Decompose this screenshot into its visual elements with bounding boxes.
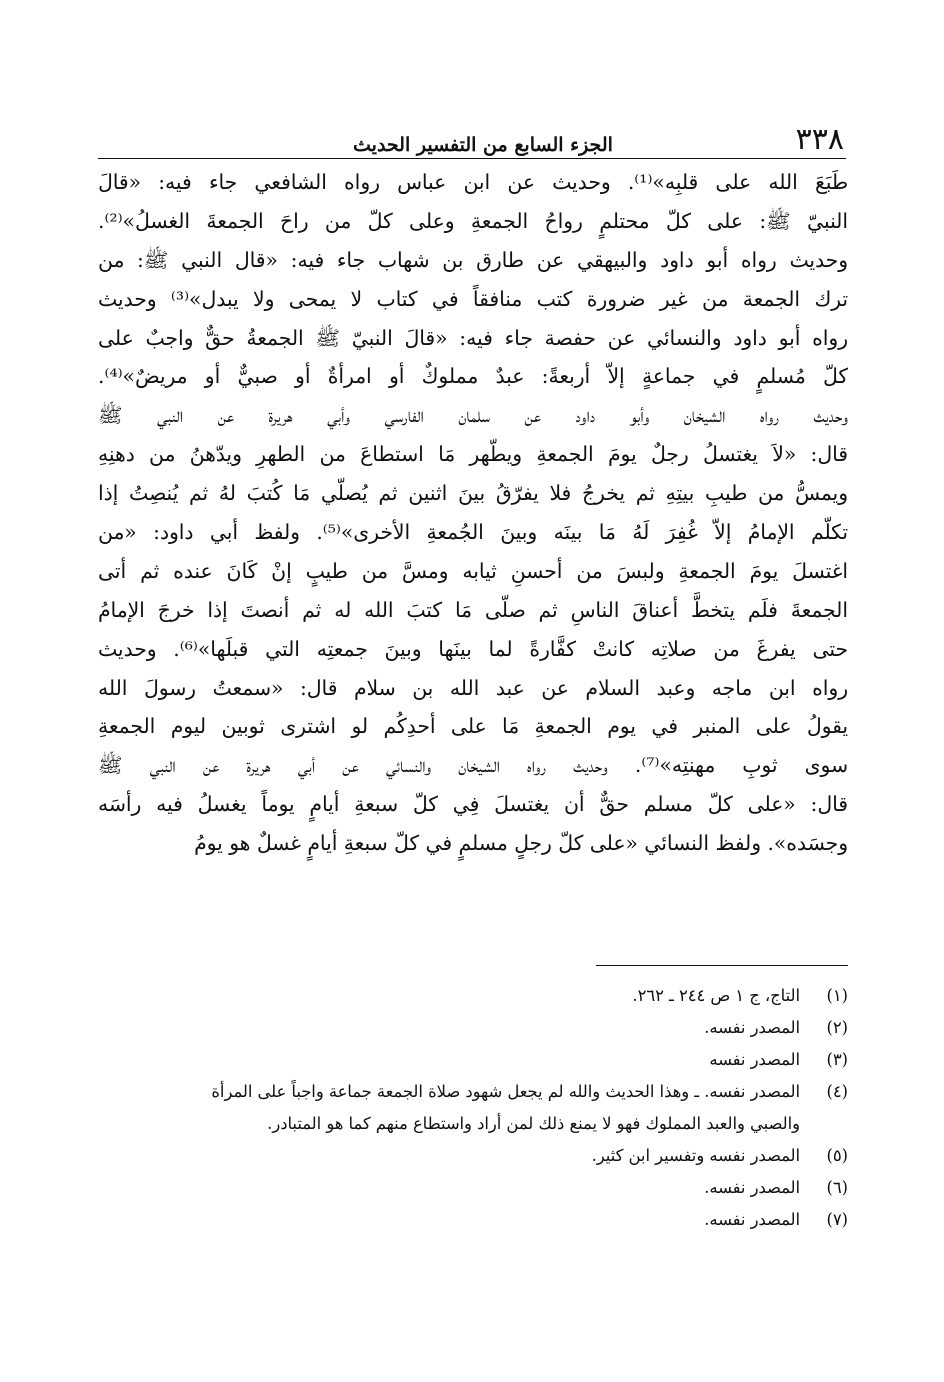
body-line: يقولُ على المنبر في يوم الجمعةِ مَا على أحدِكُم لو اشترى ثوبين ليوم الجمعةِ <box>98 714 848 739</box>
footnote-text-line: المصدر نفسه. ـ وهذا الحديث والله لم يجعل شهود صلاة الجمعة جماعة واجباً على المرأة <box>211 1082 800 1101</box>
body-line: كلّ مُسلمٍ في جماعةٍ إلاّ أربعةً: عبدٌ مملوكٌ أو امرأةٌ أو صبيٌّ أو مريضٌ»⁽⁴⁾. <box>98 364 848 389</box>
body-line: وحديث رواه أبو داود والبيهقي عن طارق بن شهاب جاء فيه: «قال النبي ﷺ: من <box>98 247 848 272</box>
footnote-item <box>98 1172 848 1204</box>
body-line: وجسَده». ولفظ النسائي «على كلّ رجلٍ مسلمٍ في كلّ سبعةِ أيامٍ غسلٌ هو يومُ <box>194 831 848 856</box>
footnote-text: المصدر نفسه. <box>704 1210 800 1229</box>
body-line: ترك الجمعة من غير ضرورة كتب منافقاً في كتاب لا يمحى ولا يبدل»⁽³⁾ وحديث <box>98 286 848 311</box>
footnote-text: المصدر نفسه. <box>704 1018 800 1037</box>
body-line: سوى ثوبِ مهنتِه»⁽⁷⁾. وحديث رواه الشيخان والنسائي عن أبي هريرة عن النبي ﷺ <box>98 753 848 778</box>
running-title: الجزء السابع من التفسير الحديث <box>353 134 613 156</box>
footnote-item <box>98 1044 848 1076</box>
footnote-text-line: والصبي والعبد المملوك فهو لا يمنع ذلك لمن أراد واستطاع منهم كما هو المتبادر. <box>267 1114 800 1133</box>
body-line: طَبَعَ الله على قلبِه»⁽¹⁾. وحديث عن ابن عباس رواه الشافعي جاء فيه: «قالَ <box>98 170 848 194</box>
footnote-item <box>98 1140 848 1172</box>
footnote-item <box>98 1076 848 1140</box>
footnote-number: (٣) <box>826 1050 848 1069</box>
body-line: الجمعةَ فلَم يتخطَّ أعناقَ الناسِ ثم صلّى مَا كتبَ الله له ثم أنصتَ إذا خرجَ الإمامُ <box>98 597 848 622</box>
footnote-item <box>98 980 848 1012</box>
footnote-text: التاج، ج ١ ص ٢٤٤ ـ ٢٦٢. <box>632 986 800 1005</box>
footnotes <box>98 980 848 1236</box>
body-line: ويمسُّ من طيبِ بيتِهِ ثم يخرجُ فلا يفرّقُ بينَ اثنين ثم يُصلّي مَا كُتبَ لهُ ثم يُنصِتُ إذا <box>98 481 848 506</box>
footnote-number: (٧) <box>826 1210 848 1229</box>
footnote-number: (٢) <box>826 1018 848 1037</box>
footnote-item <box>98 1012 848 1044</box>
body-line: رواه أبو داود والنسائي عن حفصة جاء فيه: «قالَ النبيّ ﷺ الجمعةُ حقٌّ واجبٌ على <box>98 325 848 350</box>
body-line: قال: «على كلّ مسلم حقٌّ أن يغتسلَ فِي كلّ سبعةِ أيامٍ يوماً يغسلُ فيه رأسَه <box>98 792 848 817</box>
header-rule <box>98 158 846 159</box>
page-number: ٣٣٨ <box>795 122 844 157</box>
footnote-text: المصدر نفسه <box>709 1050 800 1069</box>
body-line: وحديث رواه الشيخان وأبو داود عن سلمان الفارسي وأبي هريرة عن النبي ﷺ <box>98 403 848 428</box>
footnote-number: (٦) <box>826 1178 848 1197</box>
body-line: قال: «لاَ يغتسلُ رجلٌ يومَ الجمعةِ ويطّهر مَا استطاعَ من الطهرِ ويدّهنُ من دهنِهِ <box>98 442 848 467</box>
footnote-number: (٤) <box>826 1082 848 1101</box>
footnote-number: (٥) <box>826 1146 848 1165</box>
body-line: رواه ابن ماجه وعبد السلام عن عبد الله بن سلام قال: «سمعتُ رسولَ الله <box>98 675 848 700</box>
footnote-separator <box>596 965 848 966</box>
footnote-text <box>98 1076 800 1140</box>
body-text <box>98 163 848 863</box>
footnote-item <box>98 1204 848 1236</box>
footnote-number: (١) <box>826 986 848 1005</box>
page-header <box>98 118 846 158</box>
body-line: حتى يفرغَ من صلاتِه كانتْ كفَّارةً لما بينَها وبينَ جمعتِه التي قبلَها»⁽⁶⁾. وحديث <box>98 636 848 661</box>
body-line: النبيّ ﷺ: على كلّ محتلمٍ رواحُ الجمعةِ وعلى كلّ من راحَ الجمعةَ الغسلُ»⁽²⁾. <box>98 208 848 233</box>
body-line: اغتسلَ يومَ الجمعةِ ولبسَ من أحسنِ ثيابه ومسَّ من طيبٍ إنْ كَانَ عنده ثم أتى <box>98 558 848 583</box>
body-line: تكلّم الإمامُ إلاّ غُفِرَ لَهُ مَا بينَه وبينَ الجُمعةِ الأخرى»⁽⁵⁾. ولفظ أبي داود: «من <box>98 520 848 545</box>
footnote-text: المصدر نفسه وتفسير ابن كثير. <box>591 1146 800 1165</box>
footnote-text: المصدر نفسه. <box>704 1178 800 1197</box>
